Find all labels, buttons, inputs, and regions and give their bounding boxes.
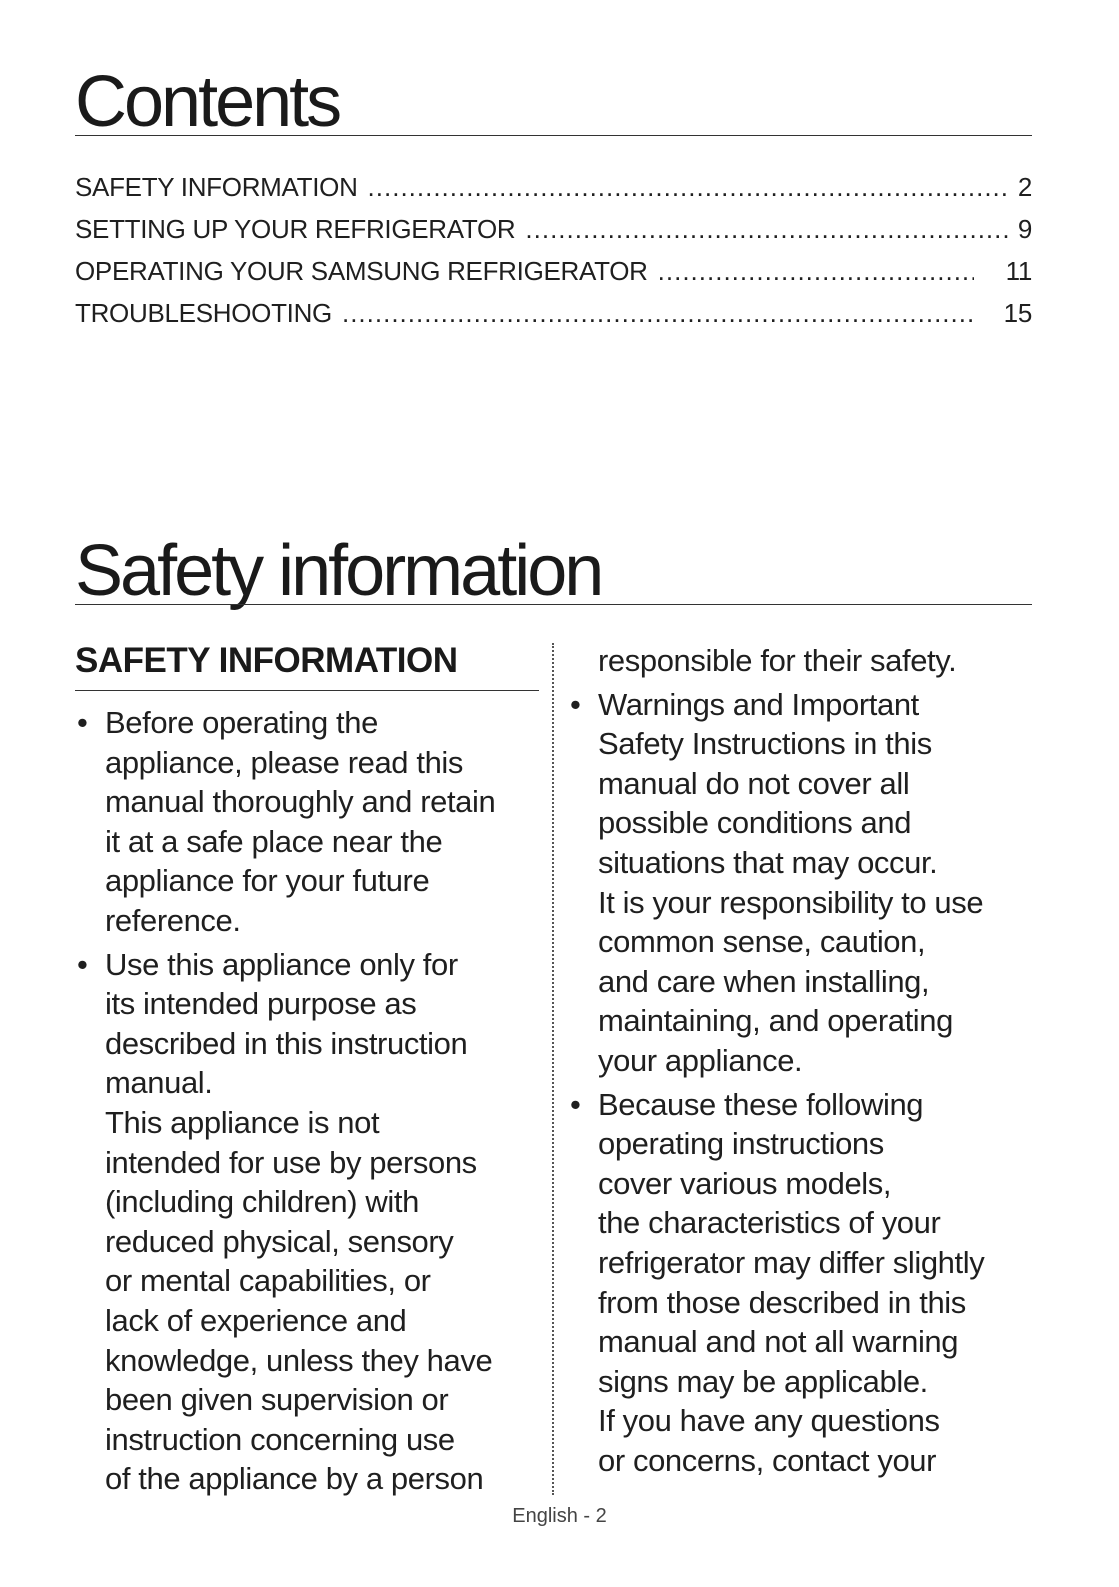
bullet-line: or concerns, contact your [598,1442,937,1478]
toc-entry-page: 11 [1005,256,1032,286]
toc-leader-dots [525,214,1007,245]
bullet-line: cover various models, [598,1165,892,1201]
bullet-item [568,685,1038,1081]
toc-leader-dots [368,172,1008,203]
toc-entry[interactable] [75,214,1032,256]
bullet-line: and care when installing, [598,963,930,999]
bullet-line: It is your responsibility to use [598,884,984,920]
bullet-line: lack of experience and [105,1302,407,1338]
safety-title: Safety information [75,531,602,611]
continued-text [568,641,1038,681]
bullet-icon: • [570,1086,581,1122]
bullet-line: intended for use by persons [105,1144,477,1180]
bullet-line: appliance for your future [105,863,430,899]
table-of-contents [75,172,1032,340]
contents-title: Contents [75,62,340,142]
bullet-line: from those described in this [598,1284,966,1320]
toc-entry-page: 15 [1003,298,1032,328]
bullet-icon: • [77,946,88,982]
bullet-line: Before operating the [105,705,378,740]
bullet-line: signs may be applicable. [598,1363,928,1399]
bullet-line: situations that may occur. [598,844,938,880]
left-column [75,640,539,1499]
toc-entry-label: SETTING UP YOUR REFRIGERATOR [75,214,516,244]
bullet-item [75,703,539,941]
bullet-line: Because these following [598,1086,924,1122]
toc-entry[interactable] [75,172,1032,214]
bullet-icon: • [77,705,88,740]
bullet-line: reference. [105,902,241,938]
toc-leader-dots [342,298,974,329]
contents-divider [75,135,1032,136]
bullet-line: reduced physical, sensory [105,1223,454,1259]
toc-entry-label: OPERATING YOUR SAMSUNG REFRIGERATOR [75,256,648,286]
column-divider [552,643,554,1495]
bullet-line: manual thoroughly and retain [105,784,496,820]
right-column [568,641,1038,1480]
bullet-line: described in this instruction [105,1025,468,1061]
safety-divider [75,604,1032,605]
bullet-line: responsible for their safety. [598,643,957,678]
bullet-line: Warnings and Important [598,686,919,722]
bullet-item [75,945,539,1499]
bullet-line: operating instructions [598,1126,884,1162]
bullet-line: appliance, please read this [105,744,464,780]
bullet-line: been given supervision or [105,1382,449,1418]
bullet-line: manual and not all warning [598,1324,959,1360]
bullet-line: If you have any questions [598,1403,940,1439]
right-bullet-list [568,685,1038,1481]
bullet-line: possible conditions and [598,805,912,841]
bullet-line: your appliance. [598,1042,803,1078]
toc-entry-page: 2 [1017,172,1032,202]
bullet-line: or mental capabilities, or [105,1263,431,1299]
toc-entry-page: 9 [1017,214,1032,244]
bullet-line: its intended purpose as [105,986,417,1022]
bullet-line: refrigerator may differ slightly [598,1244,985,1280]
bullet-item [568,1085,1038,1481]
bullet-line: manual. [105,1065,213,1101]
bullet-line: maintaining, and operating [598,1003,953,1039]
bullet-line: the characteristics of your [598,1205,941,1241]
bullet-line: knowledge, unless they have [105,1342,493,1378]
toc-entry[interactable] [75,298,1032,340]
left-bullet-list [75,703,539,1499]
page-footer: English - 2 [512,1505,607,1527]
toc-entry-label: SAFETY INFORMATION [75,172,358,202]
bullet-line: common sense, caution, [598,924,926,960]
bullet-line: (including children) with [105,1184,419,1220]
bullet-line: instruction concerning use [105,1421,455,1457]
bullet-line: Use this appliance only for [105,946,458,982]
bullet-icon: • [570,686,581,722]
bullet-line: it at a safe place near the [105,823,443,859]
toc-entry-label: TROUBLESHOOTING [75,298,332,328]
bullet-line: of the appliance by a person [105,1461,484,1497]
bullet-line: This appliance is not [105,1104,380,1140]
bullet-line: manual do not cover all [598,765,910,801]
toc-entry[interactable] [75,256,1032,298]
bullet-line: Safety Instructions in this [598,726,932,762]
toc-leader-dots [658,256,974,287]
section-heading: SAFETY INFORMATION [75,640,539,691]
